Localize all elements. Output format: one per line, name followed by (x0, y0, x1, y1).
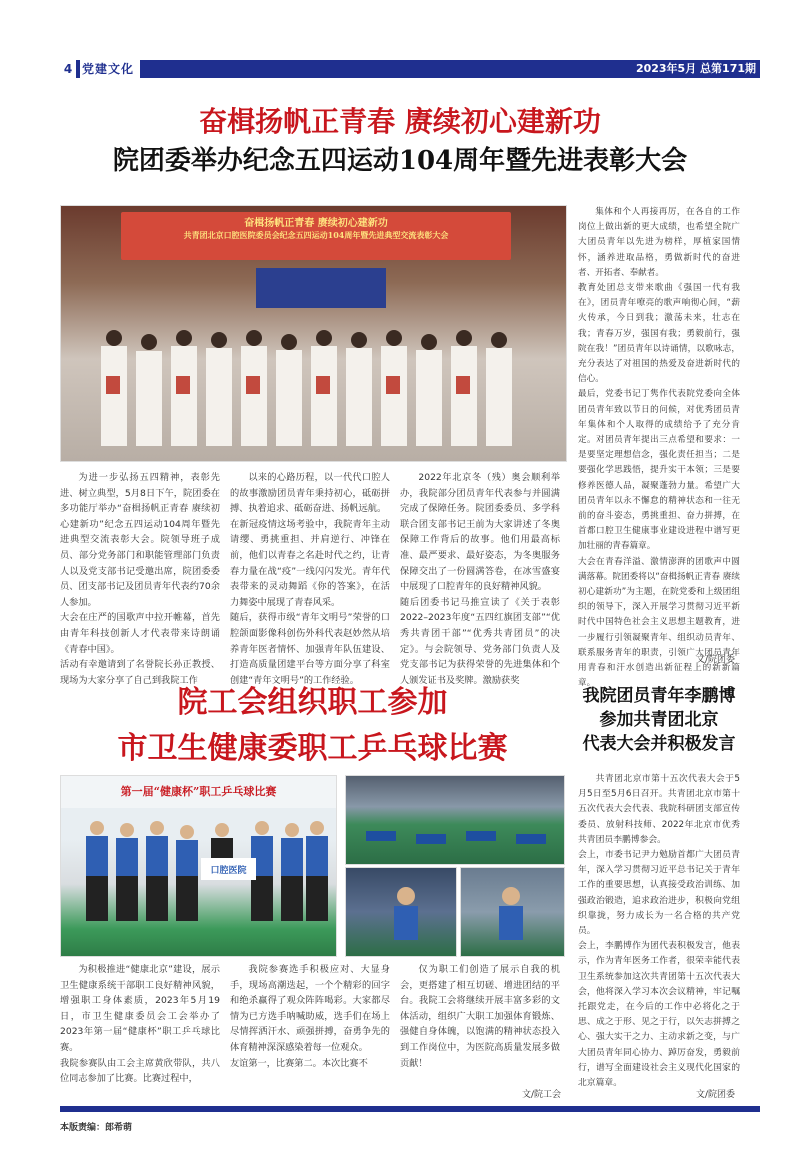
issue-info: 2023年5月 总第171期 (635, 62, 756, 75)
article1-col2-text: 以来的心路历程，以一代代口腔人的故事激励团员青年秉持初心，砥砺拼搏、执着追求、砥砺奋进、扬帆远航。 在新冠疫情这场考验中，我院青年主动请缨、勇挑重担、并肩逆行、冲锋在前，他们以青春之名赴时代之约，让青春力量在战“疫”一线闪闪发光。青年代表带来的灵动舞蹈《你的答案》，在活力舞姿中展现了青春风采。 随后，获得市级“青年文明号”荣誉的口腔颌面影像科创伤外科代表赵妙然从培养青年医者情怀、加强青年队伍建设、打造高质量团建平台等方面分享了科室创建“青年文明号”的工作经验。 (230, 472, 390, 686)
footer-bar (60, 1106, 760, 1112)
article2-col2-text: 我院参赛选手积极应对、大显身手，现场高潮迭起，一个个精彩的回字和绝杀赢得了观众阵阵喝彩。大家都尽情为已方选手呐喊助威，选手们在场上尽情挥洒汗水、顽强拼搏，奋勇争先的体育精神深深感染着每一位观众。 友谊第一，比赛第二。本次比赛不 (230, 964, 390, 1069)
article3-body-text: 共青团北京市第十五次代表大会于5月5日至5月6日召开。共青团北京市第十五次代表大会代表、我院科研团支部宣传委员、放射科技师、2022年北京市优秀共青团员李鹏博参会。 会上，市委书记尹力勉励首都广大团员青年，深入学习贯彻习近平总书记关于青年工作的重要思想，认真接受政治训练、加强政治锻造，追求政治进步，积极向党组织靠拢，努力成长为一名合格的共产党员。 会上，李鹏博作为团代表积极发言，他表示，作为青年医务工作者，很荣幸能代表卫生系统参加这次共青团第十五次代表大会，他将深入学习本次会议精神，牢记嘱托跟党走，在今后的工作中必将化之于思、成之于形、见之于行，以矢志拼搏之心、强大实干之力、主动求新之变，与广大团员青年同心协力、踔厉奋发，勇毅前行，谱写全面建设社会主义现代化国家的北京篇章。 (578, 774, 740, 1089)
article2-title-line2: 市卫生健康委职工乒乓球比赛 (117, 731, 508, 766)
player2-photo (460, 867, 565, 957)
article1-col4-text: 集体和个人再接再厉，在各自的工作岗位上做出新的更大成绩，也希望全院广大团员青年以先进为榜样，厚植家国情怀，涵养进取品格，勇做新时代的奋进者、开拓者、奉献者。 教育处团总支带来歌曲《强国一代有我在》，团员青年嘹亮的歌声响彻心间，“薪火传承，今日到我；激荡未来，壮志在我；青春万岁，强国有我；勇毅前行，强院在我！”团员青年以诗诵情，以歌咏志，充分表达了对祖国的热爱及奋进新时代的信心。 最后，党委书记丁隽作代表院党委向全体团员青年致以节日的问候，对优秀团员青年集体和个人取得的成绩给予了充分肯定。对团员青年提出三点希望和要求：一是要坚定理想信念，强化责任担当；二是要强化学思践悟，提升实干本领；三是要修养医德人品，凝聚蓬勃力量。希望广大团员青年以永不懈怠的精神状态和一往无前的奋斗姿态，勇挑重担、奋力拼搏，在首都口腔卫生健康事业建设进程中谱写更加壮丽的青春篇章。 大会在青春洋溢、激情澎湃的团歌声中圆满落幕。院团委将以“奋楫扬帆正青春 赓续初心建新功”为主题，在院党委和上级团组织的领导下，深入开展学习贯彻习近平新时代中国特色社会主义思想主题教育，进一步履行引领凝聚青年、组织动员青年、联系服务青年的职责，引领广大团员青年用青春和汗水创造出新征程上的新新篇章。 (578, 207, 740, 689)
article2-col1-text: 为积极推进“健康北京”建设，展示卫生健康系统干部职工良好精神风貌，增强职工身体素质，2023年5月19日，市卫生健康委员会工会举办了2023年第一届“健康杯”职工乒乓球比赛。 我院参赛队由工会主席黄欣带队，共八位同志参加了比赛。比赛过程中， (60, 964, 220, 1085)
article1-col3-text: 2022年北京冬（残）奥会顺利举办，我院部分团员青年代表参与并圆满完成了保障任务。院团委委员、多学科联合团支部书记王前为大家讲述了冬奥保障工作背后的故事。他们用最高标准、最严要求、最好姿态，为冬奥服务保障交出了一份圆满答卷，在冰雪盛宴中展现了口腔青年的良好精神风貌。 随后团委书记马推宣读了《关于表彰2022–2023年度“五四红旗团支部”“优秀共青团干部”“优秀共青团员”的决定》。与会院领导、党务部门负责人及党支部书记为获得荣誉的先进集体和个人颁发证书及奖牌。激励获奖 (400, 472, 560, 686)
article2-signature: 文/院工会 (522, 1090, 562, 1100)
player-icon (346, 868, 456, 956)
article1-col3 (400, 470, 560, 688)
article3-body (578, 772, 740, 1089)
section-title: 党建文化 (80, 60, 140, 78)
team-players-icon (61, 816, 336, 956)
team-sign: 口腔医院 (210, 866, 247, 876)
player1-photo (345, 867, 457, 957)
article1-title: 奋楫扬帆正青春 赓续初心建新功 (199, 105, 601, 138)
article1-col1 (60, 470, 220, 688)
table-tennis-tables-icon (346, 776, 564, 864)
group-photo-icon (61, 306, 566, 461)
team-banner: 第一届“健康杯”职工乒乓球比赛 (61, 776, 336, 808)
article2-col3-text: 仅为职工们创造了展示自我的机会，更搭建了相互切磋、增进团结的平台。我院工会将继续开展丰富多彩的文体活动，组织广大职工加强体育锻炼、强健自身体魄，以饱满的精神状态投入到工作岗位中，为医院高质量发展多做贡献！ (400, 964, 560, 1069)
photo-banner-subtext: 共青团北京口腔医院委员会纪念五四运动104周年暨先进典型交流表彰大会 (183, 230, 449, 240)
ceremony-photo (60, 205, 567, 462)
article3-title-line2: 参加共青团北京 (599, 710, 719, 730)
article2-title-line1: 院工会组织职工参加 (177, 685, 448, 720)
article1-col1-text: 为进一步弘扬五四精神，表彰先进、树立典型，5月8日下午，院团委在多功能厅举办“奋楫扬帆正青春 赓续初心建新功”纪念五四运动104周年暨先进典型交流表彰大会。院领导班子成员、部分党务部门和职能管理部门负责人以及党支部书记受邀出席，院团委委员、团支部书记及团员青年代表约70余人参加。 大会在庄严的国歌声中拉开帷幕，首先由青年科技创新人才代表带来诗朗诵《青春中国》。 活动有幸邀请到了名誉院长孙正教授、现场为大家分享了自己到我院工作 (60, 472, 220, 686)
page-number: 4 (60, 60, 76, 78)
match-hall-photo (345, 775, 565, 865)
photo-banner-text: 奋楫扬帆正青春 赓续初心建新功 (244, 218, 388, 229)
editor-credit: 本版责编：郎希萌 (60, 1123, 133, 1133)
article1-signature: 文/院团委 (696, 655, 736, 665)
article3-title (578, 684, 740, 756)
article2-col2 (230, 962, 390, 1071)
article3-title-line1: 我院团员青年李鹏博 (582, 686, 736, 706)
player-icon (461, 868, 564, 956)
article2-title (60, 680, 565, 772)
article1-subtitle: 院团委举办纪念五四运动104周年暨先进表彰大会 (112, 146, 688, 176)
article1-col2 (230, 470, 390, 688)
article2-col1 (60, 962, 220, 1087)
article3-signature: 文/院团委 (696, 1090, 736, 1100)
team-photo (60, 775, 337, 957)
article3-title-line3: 代表大会并积极发言 (582, 734, 736, 754)
article2-col3 (400, 962, 560, 1071)
